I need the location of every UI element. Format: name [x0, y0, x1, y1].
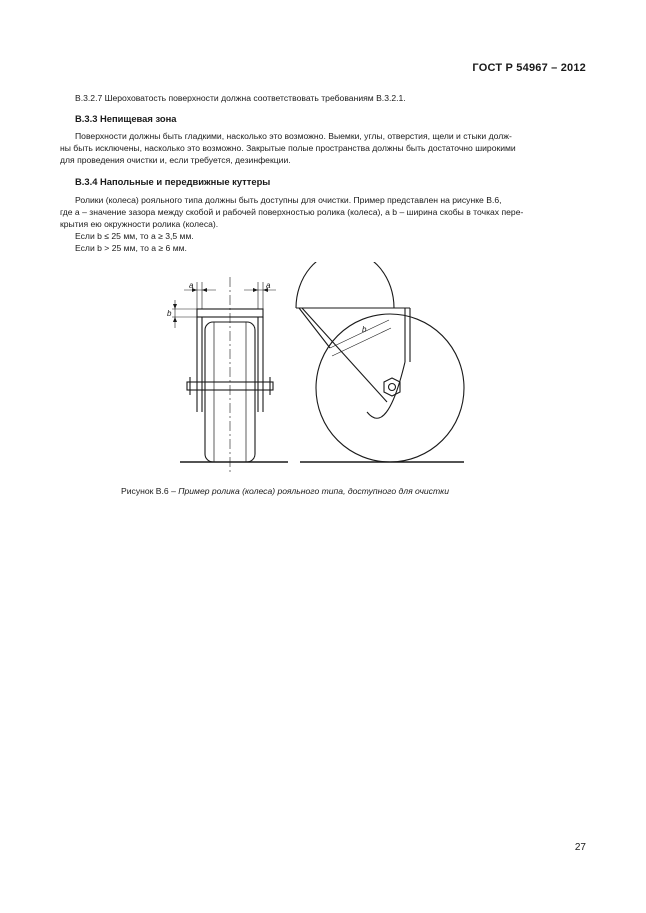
- page-number: 27: [574, 842, 586, 853]
- figure-caption: [121, 486, 449, 496]
- dim-label-a-right: a: [266, 281, 271, 290]
- dim-label-b-side: b: [362, 325, 367, 334]
- paragraph-b33-line2: ны быть исключены, насколько это возможно. Закрытые полые пространства должны быть достаточно широкими: [60, 143, 516, 153]
- paragraph-b327: В.3.2.7 Шероховатость поверхности должна соответствовать требованиям В.3.2.1.: [75, 93, 406, 103]
- figure-caption-prefix: Рисунок В.6 –: [121, 486, 179, 496]
- condition-small-width: Если b ≤ 25 мм, то а ≥ 3,5 мм.: [75, 231, 194, 241]
- figure-caption-text: Пример ролика (колеса) рояльного типа, доступного для очистки: [178, 486, 449, 496]
- caster-wheel-figure: [162, 262, 474, 474]
- heading-b33: В.3.3 Непищевая зона: [75, 113, 177, 124]
- paragraph-b34-line3: крытия ею окружности ролика (колеса).: [60, 219, 219, 229]
- paragraph-b34-line2: где а – значение зазора между скобой и рабочей поверхностью ролика (колеса), а b – ширина скобы в точках пере-: [60, 207, 524, 217]
- paragraph-b33-line3: для проведения очистки и, если требуется, дезинфекции.: [60, 155, 291, 165]
- paragraph-b34-line1: Ролики (колеса) рояльного типа должны быть доступны для очистки. Пример представлен на рисунке В.6,: [75, 195, 502, 205]
- dim-label-a-left: a: [189, 281, 194, 290]
- condition-large-width: Если b > 25 мм, то а ≥ 6 мм.: [75, 243, 187, 253]
- heading-b34: В.3.4 Напольные и передвижные куттеры: [75, 176, 271, 187]
- document-code-header: ГОСТ Р 54967 – 2012: [472, 62, 586, 74]
- dim-label-b-front: b: [167, 309, 172, 318]
- paragraph-b33-line1: Поверхности должны быть гладкими, насколько это возможно. Выемки, углы, отверстия, щели и стыки долж-: [75, 131, 512, 141]
